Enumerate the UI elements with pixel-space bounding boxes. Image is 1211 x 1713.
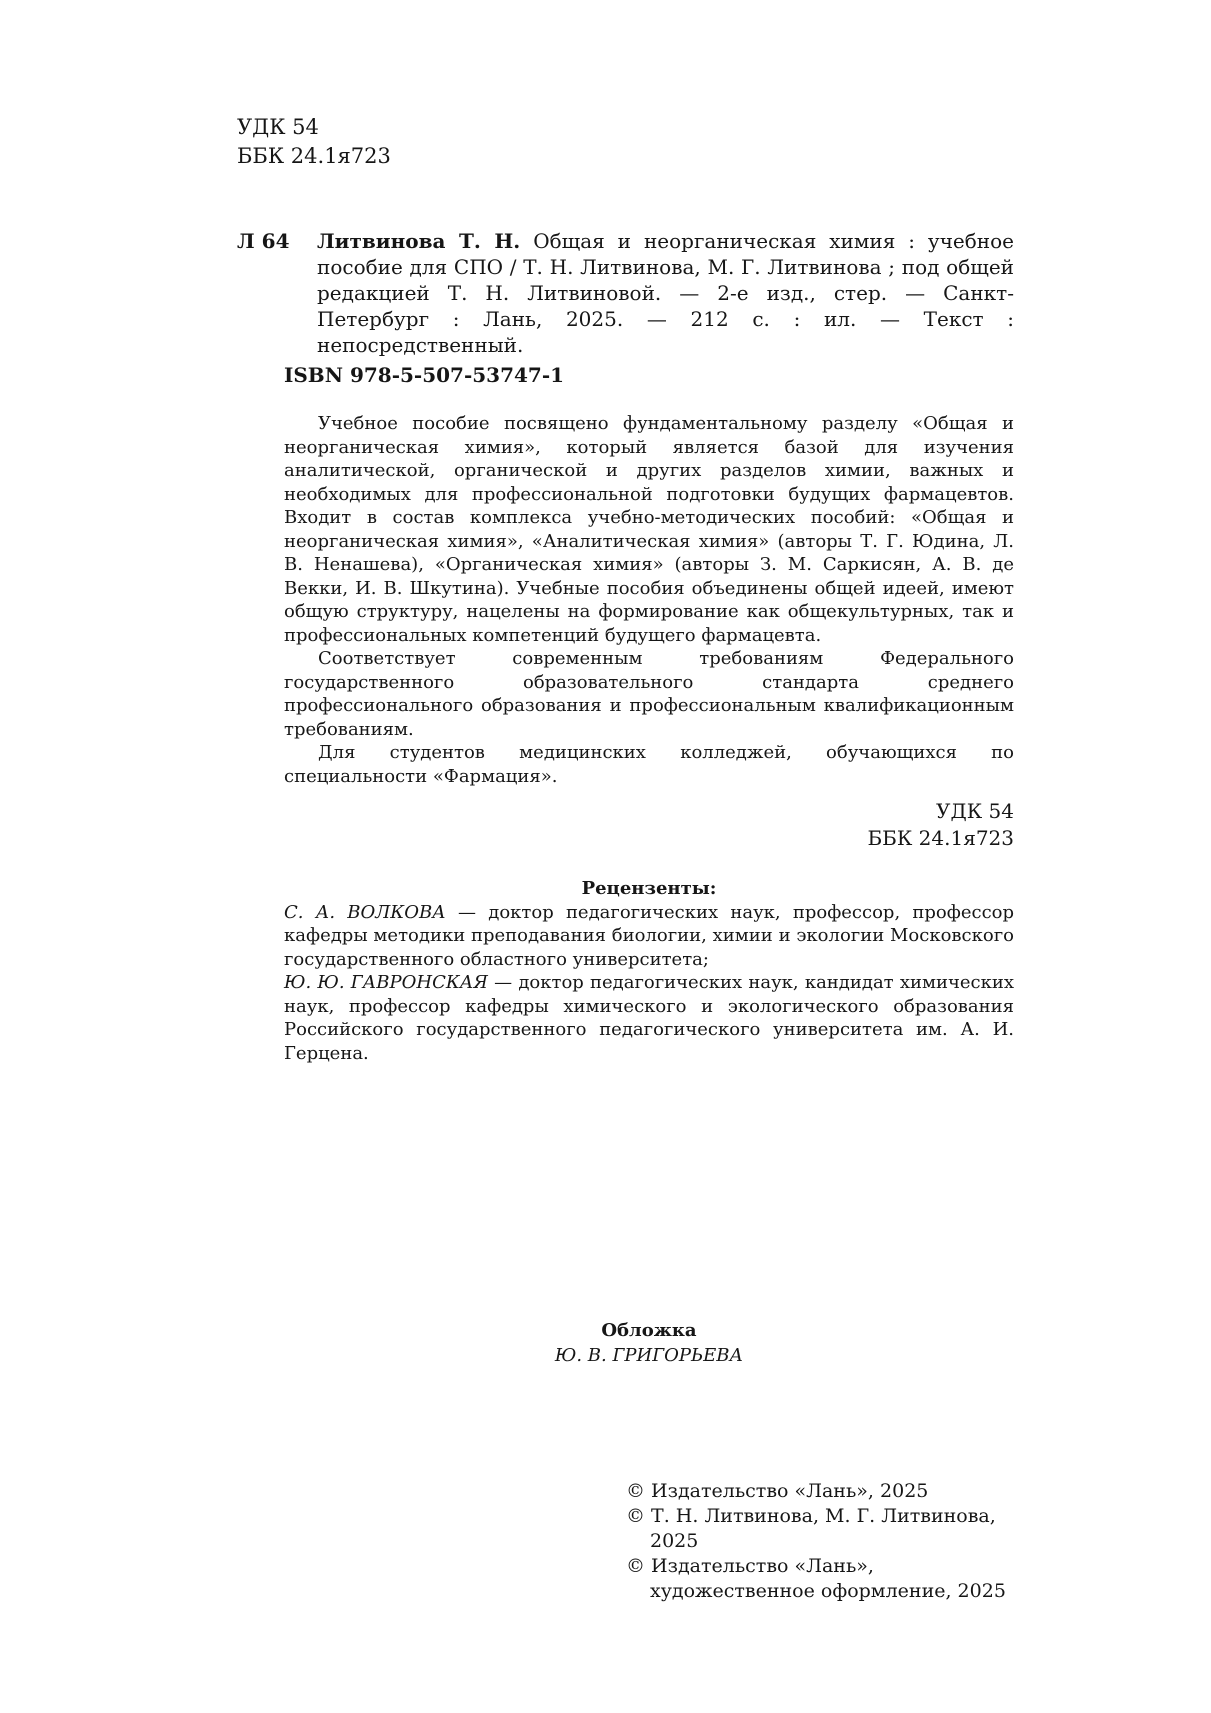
- udk-code: УДК 54: [936, 799, 1014, 823]
- bottom-classification-codes: [800, 798, 1014, 852]
- reviewer-entry: [284, 901, 1014, 972]
- annotation-paragraph: Соответствует современным требованиям Федерального государственного образовательного стандарта среднего профессионального образования и профессиональным квалификационным требованиям.: [284, 648, 1014, 740]
- copyright-line: © Издательство «Лань», 2025: [626, 1480, 929, 1502]
- isbn: ISBN 978-5-507-53747-1: [284, 363, 565, 387]
- catalog-author: Литвинова Т. Н.: [317, 229, 521, 253]
- reviewer-credentials: — доктор педагогических наук, кандидат химических наук, профессор кафедры химического и экологического образования Российского государственного педагогического университета им. А. И. Герцена.: [284, 972, 1014, 1064]
- reviewer-name: С. А. ВОЛКОВА: [284, 901, 446, 923]
- catalog-description: Общая и неорганическая химия : учебное пособие для СПО / Т. Н. Литвинова, М. Г. Литвинова ; под общей редакцией Т. Н. Литвиновой. — 2-е изд., стер. — Санкт-Петербург : Лань, 2025. — 212 с. : ил. — Текст : непосредственный.: [317, 229, 1015, 357]
- bbk-code: ББК 24.1я723: [867, 826, 1014, 850]
- top-classification-codes: [237, 113, 391, 171]
- annotation: [284, 412, 1014, 788]
- cover-credit: [284, 1318, 1014, 1368]
- bibliographic-record: [317, 228, 1014, 358]
- annotation-paragraph: Для студентов медицинских колледжей, обучающихся по специальности «Фармация».: [284, 742, 1014, 787]
- author-cipher: Л 64: [237, 229, 290, 253]
- reviewer-entry: [284, 971, 1014, 1065]
- reviewer-credentials: — доктор педагогических наук, профессор, профессор кафедры методики преподавания биологии, химии и экологии Московского государственного областного университета;: [284, 901, 1015, 970]
- cover-artist: Ю. В. ГРИГОРЬЕВА: [554, 1345, 744, 1366]
- copyright-line: © Издательство «Лань», художественное оформление, 2025: [626, 1555, 1006, 1602]
- udk-code: УДК 54: [237, 115, 319, 139]
- bbk-code: ББК 24.1я723: [237, 144, 391, 168]
- reviewers-section: [284, 877, 1014, 1065]
- cover-label: Обложка: [601, 1320, 697, 1341]
- reviewers-heading: Рецензенты:: [581, 878, 717, 899]
- copyright-line: © Т. Н. Литвинова, М. Г. Литвинова, 2025: [626, 1505, 996, 1552]
- copyright-block: [626, 1479, 1014, 1604]
- annotation-paragraph: Учебное пособие посвящено фундаментальному разделу «Общая и неорганическая химия», который является базой для изучения аналитической, органической и других разделов химии, важных и необходимых для профессиональной подготовки будущих фармацевтов. Входит в состав комплекса учебно-методических пособий: «Общая и неорганическая химия», «Аналитическая химия» (авторы Т. Г. Юдина, Л. В. Ненашева), «Органическая химия» (авторы З. М. Саркисян, А. В. де Векки, И. В. Шкутина). Учебные пособия объединены общей идеей, имеют общую структуру, нацелены на формирование как общекультурных, так и профессиональных компетенций будущего фармацевта.: [284, 413, 1014, 646]
- reviewer-name: Ю. Ю. ГАВРОНСКАЯ: [284, 972, 488, 993]
